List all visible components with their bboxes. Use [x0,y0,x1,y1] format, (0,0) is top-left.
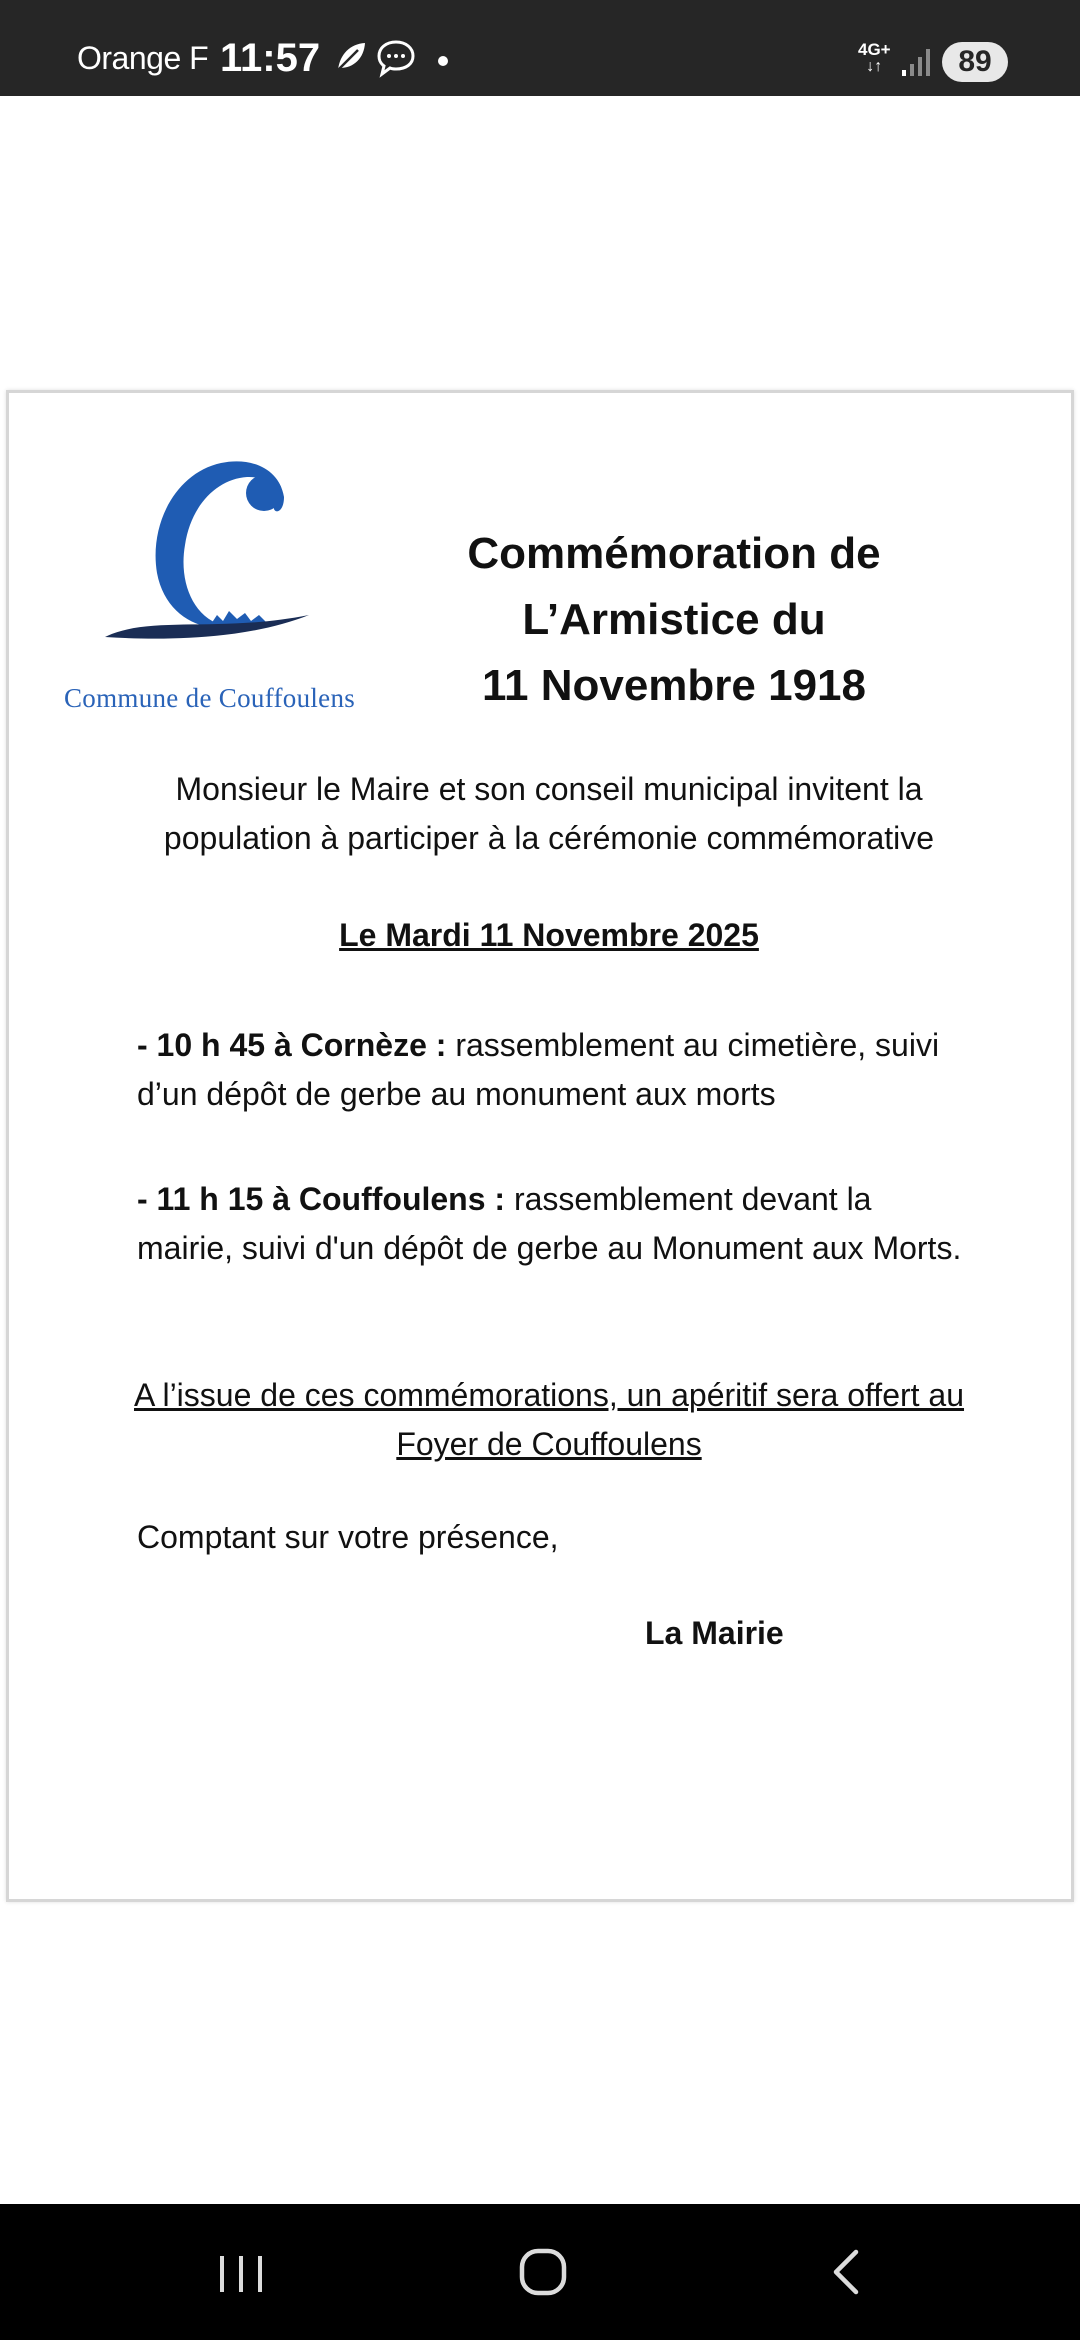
data-arrows-icon: ↓↑ [866,58,883,75]
battery-indicator: 89 [942,42,1008,82]
navigation-bar [0,2204,1080,2340]
back-icon[interactable] [812,2244,882,2305]
commune-logo [99,455,329,660]
schedule-item-couffoulens [137,1175,967,1273]
event-date: Le Mardi 11 Novembre 2025 [339,917,759,953]
network-type [858,42,891,75]
network-label: 4G+ [858,40,891,59]
schedule-item-corneze [137,1021,967,1119]
recent-apps-icon[interactable] [206,2244,276,2305]
title-line: L’Armistice du [522,595,826,644]
aperitif-notice: A l’issue de ces commémorations, un apéritif sera offert au Foyer de Couffoulens [133,1377,965,1462]
chat-bubble-icon [376,38,416,83]
title-line: 11 Novembre 1918 [481,661,867,710]
title-line: Commémoration de [467,529,881,578]
intro-paragraph: Monsieur le Maire et son conseil municipal invitent la population à participer à la cérémonie commémorative [163,771,935,856]
home-icon[interactable] [508,2244,578,2305]
schedule-item-time: - 11 h 15 à Couffoulens : [137,1181,506,1217]
schedule-item-time: - 10 h 45 à Cornèze : [137,1027,447,1063]
logo-text: Commune de Couffoulens [64,683,356,713]
notification-dot-icon [437,54,449,72]
clock: 11:57 [220,36,321,80]
schedule-item-text: rassemblement au cimetière, suivi d’un dépôt de gerbe au monument aux morts [137,1027,940,1112]
document-title [389,521,959,719]
signal-icon [900,46,934,83]
schedule-item-text: rassemblement devant la mairie, suivi d'un dépôt de gerbe au Monument aux Morts. [137,1181,962,1266]
carrier-name: Orange F [77,40,209,76]
signature: La Mairie [645,1615,784,1651]
closing-line: Comptant sur votre présence, [137,1519,559,1555]
status-bar [0,0,1080,96]
leaf-icon [334,40,368,79]
document-image [6,390,1074,1902]
